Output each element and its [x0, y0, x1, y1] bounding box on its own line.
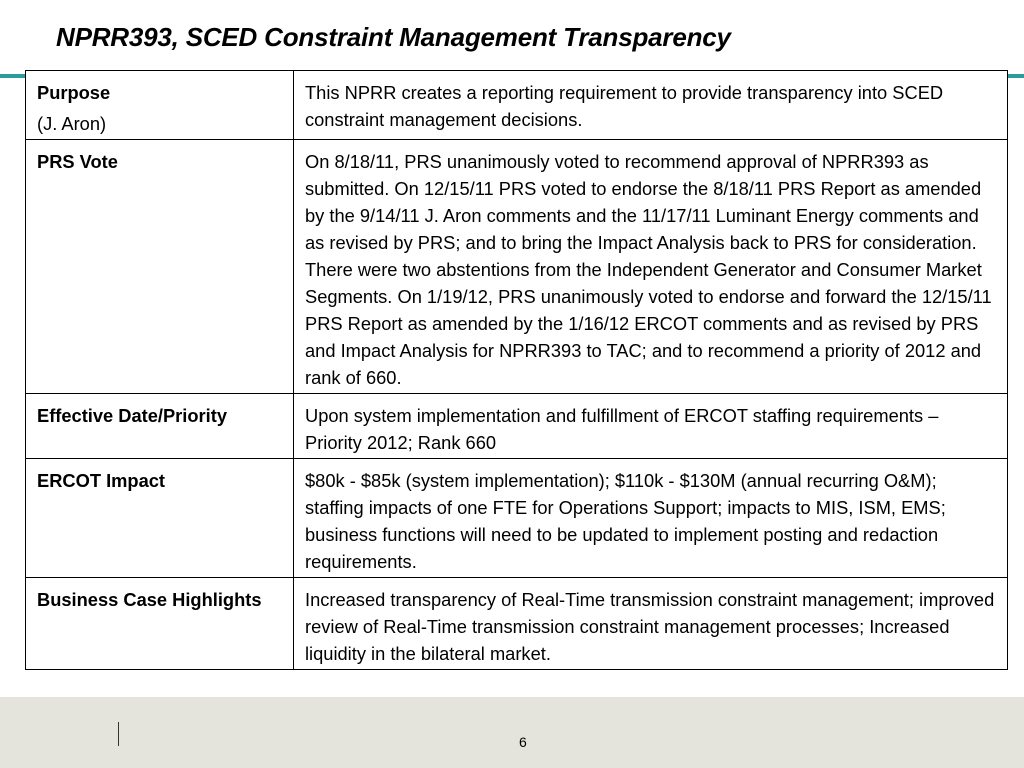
table-row-purpose — [26, 71, 1008, 140]
slide-title: NPRR393, SCED Constraint Management Transparency — [56, 22, 731, 52]
footer-band — [0, 697, 1024, 768]
row-label-cell — [26, 71, 294, 140]
nprr-summary-table — [25, 70, 1008, 670]
row-content: $80k - $85k (system implementation); $110k - $130M (annual recurring O&M); staffing impacts of one FTE for Operations Support; impacts to MIS, ISM, EMS; business functions will need to be updated to implement posting and redaction requirements. — [294, 459, 1008, 578]
table-row-ercot-impact — [26, 459, 1008, 578]
row-label: Effective Date/Priority — [26, 394, 294, 459]
table-row-prs-vote — [26, 140, 1008, 394]
row-content: Upon system implementation and fulfillment of ERCOT staffing requirements – Priority 2012; Rank 660 — [294, 394, 1008, 459]
row-label: Purpose — [37, 82, 111, 103]
footer-divider-mark — [118, 722, 119, 746]
row-label: PRS Vote — [26, 140, 294, 394]
row-content: Increased transparency of Real-Time transmission constraint management; improved review of Real-Time transmission constraint management processes; Increased liquidity in the bilateral market. — [294, 578, 1008, 670]
row-sublabel: (J. Aron) — [37, 113, 107, 134]
row-label: ERCOT Impact — [26, 459, 294, 578]
row-content: This NPRR creates a reporting requirement to provide transparency into SCED constraint management decisions. — [294, 71, 1008, 140]
row-content: On 8/18/11, PRS unanimously voted to recommend approval of NPRR393 as submitted. On 12/15/11 PRS voted to endorse the 8/18/11 PRS Report as amended by the 9/14/11 J. Aron comments and the 11/17/11 Luminant Energy comments and as revised by PRS; and to bring the Impact Analysis back to PRS for consideration. There were two abstentions from the Independent Generator and Consumer Market Segments. On 1/19/12, PRS unanimously voted to endorse and forward the 12/15/11 PRS Report as amended by the 1/16/12 ERCOT comments and as revised by PRS and Impact Analysis for NPRR393 to TAC; and to recommend a priority of 2012 and rank of 660. — [294, 140, 1008, 394]
row-label: Business Case Highlights — [26, 578, 294, 670]
table-row-effective-date — [26, 394, 1008, 459]
page-number: 6 — [519, 734, 527, 750]
table-row-business-case — [26, 578, 1008, 670]
